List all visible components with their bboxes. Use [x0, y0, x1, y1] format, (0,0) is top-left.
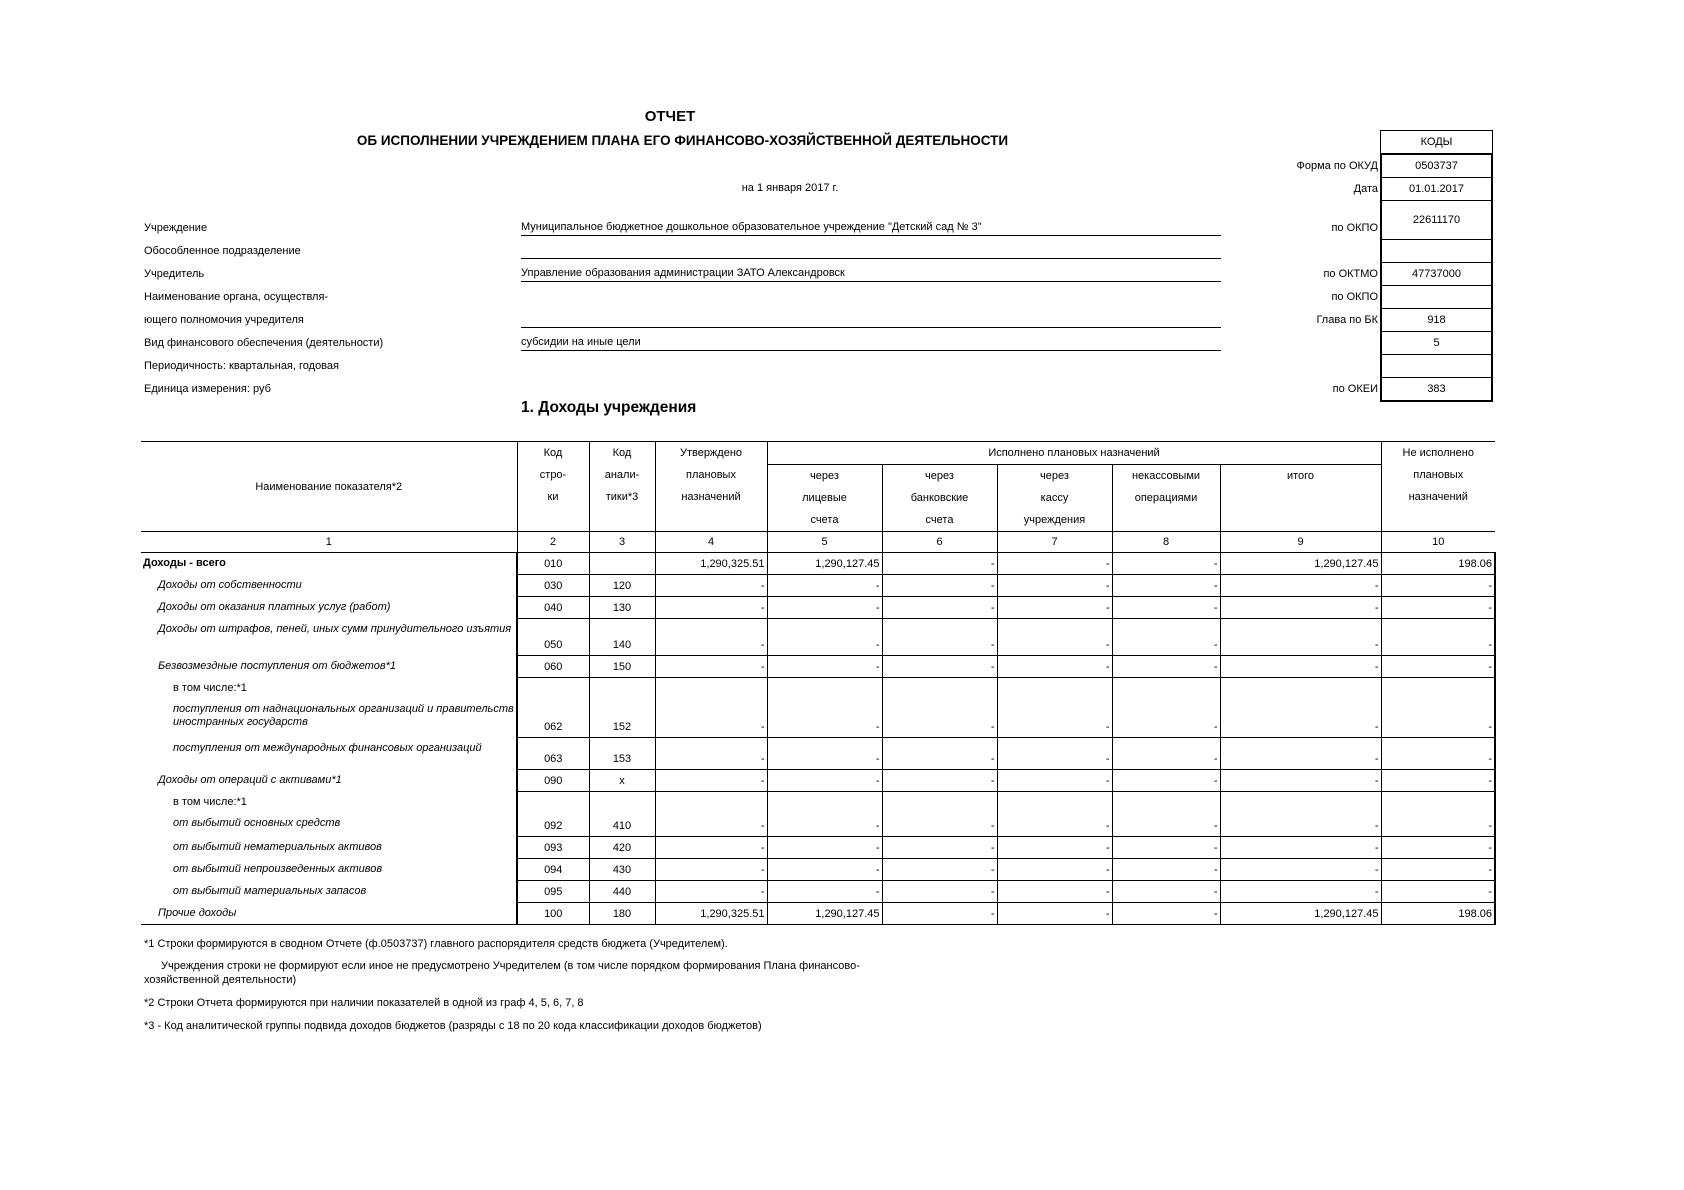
- row-name: [141, 792, 517, 837]
- column-numbers-row: [141, 532, 1495, 553]
- cell-col10: -: [1381, 770, 1495, 792]
- cell-col6: -: [882, 656, 997, 678]
- th-executed: Исполнено плановых назначений: [767, 442, 1381, 465]
- cell-col4: 1,290,325.51: [655, 553, 767, 575]
- cell-col4: -: [655, 619, 767, 656]
- cell-code: 063: [517, 738, 589, 770]
- cell-col10: -: [1381, 837, 1495, 859]
- authority-value: [521, 311, 1221, 328]
- column-number: 1: [141, 532, 517, 553]
- table-row: [141, 859, 1495, 881]
- cell-col8: -: [1112, 575, 1220, 597]
- cell-col9: -: [1220, 738, 1381, 770]
- cell-col9: -: [1220, 792, 1381, 837]
- row-name-prefix: в том числе:*1: [173, 795, 247, 808]
- column-number: 5: [767, 532, 882, 553]
- row-name-text: Доходы от оказания платных услуг (работ): [158, 600, 391, 613]
- cell-col10: -: [1381, 881, 1495, 903]
- cell-code: 060: [517, 656, 589, 678]
- row-name-text: Доходы - всего: [143, 557, 226, 569]
- column-number: 4: [655, 532, 767, 553]
- table-row: [141, 678, 1495, 738]
- okei-label: по ОКЕИ: [1332, 383, 1378, 395]
- cell-col4: -: [655, 678, 767, 738]
- cell-col7: -: [997, 738, 1112, 770]
- cell-col7: -: [997, 903, 1112, 925]
- cell-col5: -: [767, 678, 882, 738]
- cell-col5: -: [767, 597, 882, 619]
- cell-col8: -: [1112, 738, 1220, 770]
- cell-code: 090: [517, 770, 589, 792]
- cell-col8: -: [1112, 619, 1220, 656]
- cell-col5: -: [767, 656, 882, 678]
- codes-header: КОДЫ: [1380, 130, 1493, 154]
- cell-col8: -: [1112, 837, 1220, 859]
- cell-col8: -: [1112, 678, 1220, 738]
- glava-label: Глава по БК: [1316, 314, 1378, 326]
- footnote-1b-line2: хозяйственной деятельности): [144, 974, 297, 986]
- cell-col5: -: [767, 859, 882, 881]
- table-row: [141, 597, 1495, 619]
- cell-code: 050: [517, 619, 589, 656]
- th-c6: через банковские счета: [882, 465, 997, 532]
- cell-col10: -: [1381, 656, 1495, 678]
- cell-col4: -: [655, 770, 767, 792]
- cell-col10: -: [1381, 619, 1495, 656]
- cell-col9: -: [1220, 837, 1381, 859]
- cell-col5: -: [767, 770, 882, 792]
- codes-box: [1380, 130, 1493, 402]
- row-name-text: поступления от международных финансовых организаций: [173, 741, 482, 754]
- cell-col4: -: [655, 837, 767, 859]
- row-name-prefix: в том числе:*1: [173, 681, 247, 694]
- cell-col10: 198.06: [1381, 553, 1495, 575]
- cell-col9: -: [1220, 619, 1381, 656]
- table-row: [141, 792, 1495, 837]
- cell-col4: -: [655, 597, 767, 619]
- row-name: [141, 881, 517, 903]
- cell-col7: -: [997, 881, 1112, 903]
- cell-col6: -: [882, 881, 997, 903]
- column-number: 10: [1381, 532, 1495, 553]
- cell-col6: -: [882, 678, 997, 738]
- table-row: [141, 881, 1495, 903]
- th-name: Наименование показателя*2: [141, 442, 517, 532]
- cell-col9: -: [1220, 678, 1381, 738]
- th-approved: Утверждено плановых назначений: [655, 442, 767, 532]
- row-name: [141, 678, 517, 738]
- cell-col9: 1,290,127.45: [1220, 553, 1381, 575]
- income-table: [141, 441, 1496, 925]
- cell-col7: -: [997, 597, 1112, 619]
- row-name-text: от выбытий материальных запасов: [173, 884, 367, 897]
- report-date: на 1 января 2017 г.: [741, 182, 839, 194]
- footnote-3: *3 - Код аналитической группы подвида доходов бюджетов (разряды с 18 по 20 кода классификации доходов бюджетов): [144, 1020, 762, 1032]
- cell-col7: -: [997, 553, 1112, 575]
- finance-label: Вид финансового обеспечения (деятельности): [144, 337, 384, 349]
- cell-anal: x: [589, 770, 655, 792]
- cell-anal: 120: [589, 575, 655, 597]
- cell-col5: -: [767, 738, 882, 770]
- row-name-text: Доходы от штрафов, пеней, иных сумм принудительного изъятия: [158, 622, 512, 635]
- cell-col5: -: [767, 619, 882, 656]
- cell-anal: 420: [589, 837, 655, 859]
- cell-code: 093: [517, 837, 589, 859]
- cell-col6: -: [882, 859, 997, 881]
- cell-col6: -: [882, 619, 997, 656]
- founder-value: Управление образования администрации ЗАТО Александровск: [521, 265, 1221, 282]
- cell-col10: -: [1381, 575, 1495, 597]
- cell-code: 100: [517, 903, 589, 925]
- cell-col6: -: [882, 575, 997, 597]
- column-number: 2: [517, 532, 589, 553]
- cell-col5: -: [767, 575, 882, 597]
- cell-col10: 198.06: [1381, 903, 1495, 925]
- cell-col6: -: [882, 770, 997, 792]
- row-name-text: Доходы от собственности: [158, 578, 302, 591]
- th-c9: итого: [1220, 465, 1381, 532]
- cell-col9: -: [1220, 881, 1381, 903]
- table-row: [141, 903, 1495, 925]
- th-not-executed: Не исполнено плановых назначений: [1381, 442, 1495, 532]
- oktmo-value: 47737000: [1382, 263, 1491, 286]
- cell-col6: -: [882, 903, 997, 925]
- row-name: [141, 575, 517, 597]
- row-name: [141, 903, 517, 925]
- institution-label: Учреждение: [144, 222, 208, 234]
- subdivision-value: [521, 242, 1221, 259]
- cell-anal: 153: [589, 738, 655, 770]
- cell-col10: -: [1381, 678, 1495, 738]
- report-title: ОТЧЕТ: [644, 108, 696, 125]
- cell-col5: -: [767, 881, 882, 903]
- cell-col4: -: [655, 656, 767, 678]
- cell-col7: -: [997, 678, 1112, 738]
- okpo-value: 22611170: [1382, 201, 1491, 240]
- cell-code: 030: [517, 575, 589, 597]
- row-name: [141, 597, 517, 619]
- row-name: [141, 837, 517, 859]
- column-number: 6: [882, 532, 997, 553]
- finance-code-value: 5: [1382, 332, 1491, 355]
- empty-code: [1382, 240, 1491, 263]
- table-row: [141, 738, 1495, 770]
- institution-value: Муниципальное бюджетное дошкольное образовательное учреждение "Детский сад № 3": [521, 219, 1221, 236]
- cell-col5: -: [767, 837, 882, 859]
- cell-code: 062: [517, 678, 589, 738]
- row-name-text: Доходы от операций с активами*1: [158, 773, 342, 786]
- cell-col8: -: [1112, 903, 1220, 925]
- cell-col7: -: [997, 792, 1112, 837]
- cell-code: 095: [517, 881, 589, 903]
- cell-anal: 150: [589, 656, 655, 678]
- row-name-text: Безвозмездные поступления от бюджетов*1: [158, 659, 396, 672]
- cell-col8: -: [1112, 597, 1220, 619]
- cell-col7: -: [997, 770, 1112, 792]
- row-name: [141, 656, 517, 678]
- cell-col4: -: [655, 738, 767, 770]
- row-name: [141, 553, 517, 575]
- column-number: 8: [1112, 532, 1220, 553]
- cell-col4: -: [655, 859, 767, 881]
- footnote-1: *1 Строки формируются в сводном Отчете (ф.0503737) главного распорядителя средств бюджета (Учредителем).: [144, 938, 728, 950]
- cell-anal: 152: [589, 678, 655, 738]
- cell-col8: -: [1112, 792, 1220, 837]
- column-number: 9: [1220, 532, 1381, 553]
- cell-col9: -: [1220, 575, 1381, 597]
- report-subtitle: ОБ ИСПОЛНЕНИИ УЧРЕЖДЕНИЕМ ПЛАНА ЕГО ФИНАНСОВО-ХОЗЯЙСТВЕННОЙ ДЕЯТЕЛЬНОСТИ: [356, 133, 1009, 148]
- unit-label: Единица измерения: руб: [144, 383, 271, 395]
- cell-col7: -: [997, 656, 1112, 678]
- cell-col7: -: [997, 859, 1112, 881]
- cell-col9: -: [1220, 770, 1381, 792]
- cell-anal: 410: [589, 792, 655, 837]
- cell-anal: 130: [589, 597, 655, 619]
- th-code: Код стро- ки: [517, 442, 589, 532]
- cell-col9: 1,290,127.45: [1220, 903, 1381, 925]
- cell-col5: 1,290,127.45: [767, 903, 882, 925]
- cell-col6: -: [882, 792, 997, 837]
- cell-col9: -: [1220, 597, 1381, 619]
- row-name-text: от выбытий непроизведенных активов: [173, 862, 383, 875]
- footnote-2: *2 Строки Отчета формируются при наличии показателей в одной из граф 4, 5, 6, 7, 8: [144, 997, 584, 1009]
- th-anal: Код анали- тики*3: [589, 442, 655, 532]
- cell-code: 040: [517, 597, 589, 619]
- row-name-text: от выбытий основных средств: [173, 816, 341, 829]
- column-number: 7: [997, 532, 1112, 553]
- cell-col7: -: [997, 575, 1112, 597]
- cell-col10: -: [1381, 859, 1495, 881]
- cell-code: 092: [517, 792, 589, 837]
- cell-col5: -: [767, 792, 882, 837]
- cell-col10: -: [1381, 792, 1495, 837]
- footnote-1b-line1: Учреждения строки не формируют если иное не предусмотрено Учредителем (в том числе порядком формирования Плана финансово-: [161, 960, 860, 972]
- founder-label: Учредитель: [144, 268, 205, 280]
- cell-col10: -: [1381, 738, 1495, 770]
- cell-col6: -: [882, 738, 997, 770]
- glava-value: 918: [1382, 309, 1491, 332]
- column-number: 3: [589, 532, 655, 553]
- cell-col6: -: [882, 553, 997, 575]
- cell-col4: -: [655, 881, 767, 903]
- th-c8: некассовыми операциями: [1112, 465, 1220, 532]
- table-row: [141, 770, 1495, 792]
- table-row: [141, 656, 1495, 678]
- empty-code-2: [1382, 355, 1491, 378]
- okud-value: 0503737: [1382, 155, 1491, 178]
- cell-anal: [589, 553, 655, 575]
- periodicity-label: Периодичность: квартальная, годовая: [144, 360, 339, 372]
- cell-col9: -: [1220, 859, 1381, 881]
- cell-col7: -: [997, 837, 1112, 859]
- cell-col8: -: [1112, 859, 1220, 881]
- date-label: Дата: [1353, 183, 1378, 195]
- row-name-text: от выбытий нематериальных активов: [173, 840, 382, 853]
- row-name-text: поступления от наднациональных организаций и правительств иностранных государств: [173, 702, 514, 728]
- cell-col4: 1,290,325.51: [655, 903, 767, 925]
- cell-col5: 1,290,127.45: [767, 553, 882, 575]
- cell-anal: 180: [589, 903, 655, 925]
- th-c7: через кассу учреждения: [997, 465, 1112, 532]
- cell-col4: -: [655, 575, 767, 597]
- table-row: [141, 553, 1495, 575]
- table-row: [141, 619, 1495, 656]
- cell-col8: -: [1112, 881, 1220, 903]
- date-value: 01.01.2017: [1382, 178, 1491, 201]
- row-name: [141, 859, 517, 881]
- row-name: [141, 738, 517, 770]
- cell-col7: -: [997, 619, 1112, 656]
- cell-anal: 430: [589, 859, 655, 881]
- cell-code: 010: [517, 553, 589, 575]
- cell-col6: -: [882, 597, 997, 619]
- cell-col10: -: [1381, 597, 1495, 619]
- cell-code: 094: [517, 859, 589, 881]
- cell-col8: -: [1112, 553, 1220, 575]
- cell-col6: -: [882, 837, 997, 859]
- th-c5: через лицевые счета: [767, 465, 882, 532]
- oktmo-label: по ОКТМО: [1323, 268, 1378, 280]
- cell-anal: 140: [589, 619, 655, 656]
- okud-label: Форма по ОКУД: [1296, 160, 1378, 172]
- okei-value: 383: [1427, 383, 1446, 395]
- row-name-text: Прочие доходы: [158, 906, 237, 919]
- okpo2-label: по ОКПО: [1331, 291, 1378, 303]
- cell-col8: -: [1112, 770, 1220, 792]
- cell-col8: -: [1112, 656, 1220, 678]
- section-title: 1. Доходы учреждения: [521, 399, 697, 416]
- cell-anal: 440: [589, 881, 655, 903]
- table-body: [141, 553, 1495, 925]
- authority-label-1: Наименование органа, осуществля-: [144, 291, 329, 303]
- table-row: [141, 837, 1495, 859]
- row-name: [141, 619, 517, 656]
- okpo2-value: [1382, 286, 1491, 309]
- cell-col9: -: [1220, 656, 1381, 678]
- okpo-label: по ОКПО: [1331, 222, 1378, 234]
- row-name: [141, 770, 517, 792]
- table-row: [141, 575, 1495, 597]
- authority-label-2: ющего полномочия учредителя: [144, 314, 304, 326]
- subdivision-label: Обособленное подразделение: [144, 245, 301, 257]
- cell-col4: -: [655, 792, 767, 837]
- finance-value: субсидии на иные цели: [521, 334, 1221, 351]
